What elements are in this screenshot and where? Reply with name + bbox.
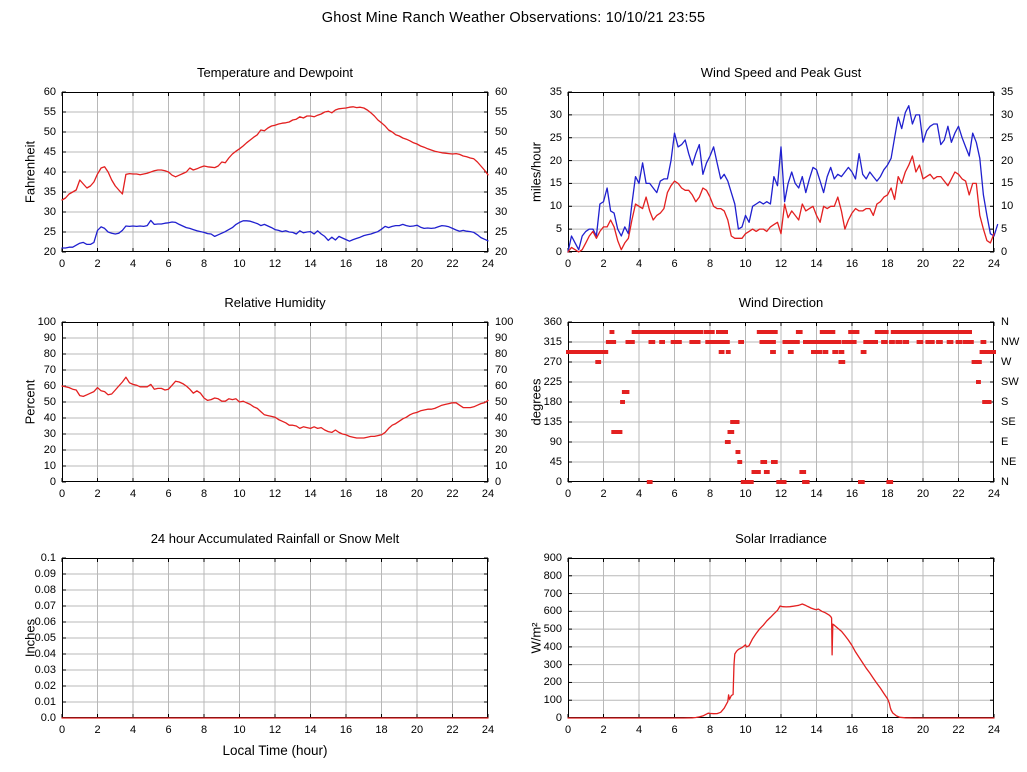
wind-speed-gust-title: Wind Speed and Peak Gust [700, 65, 862, 80]
y-tick-label: 10 [549, 200, 562, 213]
x-tick-label: 20 [410, 724, 424, 736]
y-tick-label: 70 [43, 364, 56, 376]
y-tick-label: 40 [43, 166, 56, 178]
x-tick-label: 14 [304, 724, 317, 736]
y-tick-label-right: 5 [1001, 223, 1008, 236]
y-tick-label-right: 10 [495, 460, 508, 472]
y-tick-label: 25 [549, 131, 562, 144]
y-tick-label: 0.03 [34, 664, 56, 676]
x-tick-label: 4 [129, 488, 137, 500]
x-tick-label: 8 [200, 724, 208, 736]
y-tick-label: 200 [543, 676, 562, 689]
relative-humidity-y-axis-label: Percent [22, 379, 38, 425]
y-tick-label: 900 [543, 552, 562, 564]
y-tick-label: 30 [43, 206, 56, 218]
y-tick-label-right: 45 [495, 146, 508, 158]
y-tick-label: 60 [43, 380, 56, 392]
x-tick-label: 20 [916, 724, 930, 736]
y-tick-label: 0.0 [40, 712, 56, 724]
x-tick-label: 10 [739, 258, 752, 270]
y-tick-label-right: 20 [1001, 154, 1014, 167]
x-tick-label: 0 [58, 724, 66, 736]
x-tick-label: 2 [94, 724, 101, 736]
y-tick-label: 30 [549, 108, 562, 121]
y-tick-label: 90 [549, 436, 562, 448]
y-tick-label-right: 25 [1001, 131, 1014, 144]
y-tick-label: 40 [43, 412, 56, 424]
x-tick-label: 0 [58, 488, 66, 500]
x-tick-label: 12 [774, 258, 788, 270]
x-tick-label: 24 [481, 488, 495, 500]
y-tick-label: 30 [43, 428, 56, 440]
x-tick-label: 14 [304, 258, 317, 270]
y-tick-label: 400 [543, 640, 562, 653]
solar-irradiance-y-axis-label: W/m² [528, 622, 544, 654]
x-tick-label: 18 [375, 258, 388, 270]
y-tick-label: 0 [555, 476, 562, 488]
wind-direction-y-axis-label: degrees [528, 378, 544, 426]
x-tick-label: 24 [481, 724, 495, 736]
y-tick-label: 15 [549, 177, 562, 190]
temperature-dewpoint-y-axis-label: Fahrenheit [22, 140, 38, 204]
x-tick-label: 22 [446, 258, 459, 270]
x-tick-label: 8 [706, 488, 714, 500]
x-tick-label: 18 [375, 724, 388, 736]
relative-humidity-title: Relative Humidity [224, 295, 326, 310]
x-tick-label: 22 [446, 724, 459, 736]
y-tick-label: 50 [43, 126, 56, 138]
y-tick-label: 0.01 [34, 696, 56, 708]
y-tick-label: 180 [543, 396, 562, 408]
y-tick-label: 100 [543, 694, 562, 707]
y-tick-label: 0 [555, 246, 562, 258]
compass-label: S [1001, 396, 1009, 408]
compass-label: W [1001, 356, 1012, 368]
compass-label: N [1001, 316, 1009, 328]
y-tick-label: 0.06 [34, 616, 56, 628]
x-tick-label: 6 [671, 724, 678, 736]
x-tick-label: 24 [987, 724, 1001, 736]
y-tick-label-right: 50 [495, 396, 508, 408]
y-tick-label: 600 [543, 605, 562, 618]
y-tick-label: 5 [555, 223, 562, 236]
y-tick-label-right: 40 [495, 166, 508, 178]
y-tick-label: 45 [549, 456, 562, 468]
page-title: Ghost Mine Ranch Weather Observations: 10/10/21 23:55 [321, 10, 706, 26]
x-tick-label: 24 [987, 488, 1001, 500]
x-tick-label: 16 [845, 488, 859, 500]
x-tick-label: 10 [233, 258, 246, 270]
x-tick-label: 20 [410, 488, 424, 500]
x-tick-label: 14 [304, 488, 317, 500]
x-tick-label: 8 [200, 488, 208, 500]
y-tick-label-right: 90 [495, 332, 508, 344]
y-tick-label-right: 55 [495, 106, 508, 118]
compass-label: NE [1001, 456, 1017, 468]
y-tick-label-right: 80 [495, 348, 508, 360]
y-tick-label: 0 [555, 712, 562, 724]
x-tick-label: 10 [233, 488, 246, 500]
y-tick-label: 500 [543, 623, 562, 636]
y-tick-label: 35 [43, 186, 56, 198]
x-tick-label: 12 [774, 488, 788, 500]
rainfall-title: 24 hour Accumulated Rainfall or Snow Melt [150, 531, 400, 546]
x-tick-label: 16 [339, 724, 353, 736]
x-tick-label: 12 [268, 258, 282, 270]
x-tick-label: 4 [635, 488, 643, 500]
x-tick-label: 22 [952, 724, 965, 736]
solar-irradiance-plot [568, 558, 994, 718]
y-tick-label-right: 35 [495, 186, 508, 198]
x-tick-label: 10 [739, 488, 752, 500]
temperature-dewpoint-title: Temperature and Dewpoint [196, 65, 354, 80]
y-tick-label: 45 [43, 146, 56, 158]
y-tick-label-right: 10 [1001, 200, 1014, 213]
y-tick-label-right: 30 [495, 206, 508, 218]
y-tick-label: 20 [43, 246, 56, 258]
x-tick-label: 20 [916, 488, 930, 500]
x-tick-label: 2 [600, 258, 607, 270]
solar-irradiance-title: Solar Irradiance [735, 531, 827, 546]
x-tick-label: 18 [881, 258, 894, 270]
x-tick-label: 6 [671, 258, 678, 270]
x-tick-label: 6 [165, 724, 172, 736]
rainfall-y-axis-label: Inches [22, 618, 38, 658]
x-tick-label: 6 [671, 488, 678, 500]
x-tick-label: 22 [952, 488, 965, 500]
x-tick-label: 18 [881, 724, 894, 736]
y-tick-label: 80 [43, 348, 56, 360]
y-tick-label: 360 [543, 316, 562, 328]
y-tick-label: 0 [49, 476, 56, 488]
y-tick-label: 0.1 [40, 552, 56, 564]
y-tick-label: 25 [43, 226, 56, 238]
y-tick-label: 0.04 [34, 648, 56, 660]
x-tick-label: 0 [58, 258, 66, 270]
x-tick-label: 2 [94, 488, 101, 500]
x-tick-label: 6 [165, 258, 172, 270]
compass-label: E [1001, 436, 1009, 448]
x-tick-label: 18 [375, 488, 388, 500]
x-tick-label: 8 [706, 258, 714, 270]
wind-speed-gust-y-axis-label: miles/hour [528, 142, 544, 202]
x-tick-label: 22 [952, 258, 965, 270]
y-tick-label-right: 40 [495, 412, 508, 424]
y-tick-label: 0.02 [34, 680, 56, 692]
y-tick-label-right: 25 [495, 226, 508, 238]
compass-label: SE [1001, 416, 1016, 428]
x-tick-label: 4 [635, 258, 643, 270]
y-tick-label-right: 50 [495, 126, 508, 138]
rainfall-x-axis-label: Local Time (hour) [222, 743, 328, 758]
y-tick-label: 225 [543, 376, 562, 388]
x-tick-label: 16 [339, 258, 353, 270]
y-tick-label-right: 0 [495, 476, 502, 488]
x-tick-label: 4 [129, 258, 137, 270]
x-tick-label: 8 [200, 258, 208, 270]
y-tick-label: 20 [549, 154, 562, 167]
x-tick-label: 4 [635, 724, 643, 736]
compass-label: NW [1001, 336, 1020, 348]
x-tick-label: 12 [774, 724, 788, 736]
x-tick-label: 0 [564, 488, 572, 500]
y-tick-label: 35 [549, 86, 562, 98]
y-tick-label: 50 [43, 396, 56, 408]
y-tick-label: 0.07 [34, 600, 56, 612]
x-tick-label: 12 [268, 724, 282, 736]
y-tick-label-right: 30 [495, 428, 508, 440]
y-tick-label: 10 [43, 460, 56, 472]
y-tick-label: 0.09 [34, 568, 56, 580]
y-tick-label: 60 [43, 86, 56, 98]
y-tick-label: 100 [37, 316, 56, 328]
y-tick-label: 55 [43, 106, 56, 118]
y-tick-label-right: 15 [1001, 177, 1014, 190]
y-tick-label-right: 20 [495, 444, 508, 456]
y-tick-label: 800 [543, 569, 562, 582]
x-tick-label: 2 [94, 258, 101, 270]
x-tick-label: 0 [564, 724, 572, 736]
y-tick-label-right: 20 [495, 246, 508, 258]
y-tick-label-right: 0 [1001, 246, 1008, 258]
compass-label: N [1001, 476, 1009, 488]
wind-direction-title: Wind Direction [738, 295, 824, 310]
x-tick-label: 16 [339, 488, 353, 500]
x-tick-label: 14 [810, 724, 823, 736]
y-tick-label-right: 70 [495, 364, 508, 376]
x-tick-label: 14 [810, 488, 823, 500]
y-tick-label: 135 [543, 416, 562, 428]
x-tick-label: 14 [810, 258, 823, 270]
x-tick-label: 8 [706, 724, 714, 736]
x-tick-label: 16 [845, 724, 859, 736]
y-tick-label-right: 35 [1001, 86, 1014, 98]
x-tick-label: 2 [600, 488, 607, 500]
x-tick-label: 24 [481, 258, 495, 270]
y-tick-label: 315 [543, 336, 562, 348]
y-tick-label-right: 30 [1001, 108, 1014, 121]
x-tick-label: 16 [845, 258, 859, 270]
x-tick-label: 2 [600, 724, 607, 736]
x-tick-label: 18 [881, 488, 894, 500]
y-tick-label-right: 60 [495, 86, 508, 98]
x-tick-label: 0 [564, 258, 572, 270]
x-tick-label: 24 [987, 258, 1001, 270]
y-tick-label-right: 100 [495, 316, 514, 328]
x-tick-label: 12 [268, 488, 282, 500]
compass-label: SW [1001, 376, 1019, 388]
x-tick-label: 20 [916, 258, 930, 270]
y-tick-label: 270 [543, 356, 562, 368]
y-tick-label: 20 [43, 444, 56, 456]
y-tick-label: 0.05 [34, 632, 56, 644]
x-tick-label: 20 [410, 258, 424, 270]
y-tick-label: 300 [543, 658, 562, 671]
x-tick-label: 10 [739, 724, 752, 736]
x-tick-label: 4 [129, 724, 137, 736]
x-tick-label: 6 [165, 488, 172, 500]
x-tick-label: 10 [233, 724, 246, 736]
y-tick-label-right: 60 [495, 380, 508, 392]
x-tick-label: 22 [446, 488, 459, 500]
y-tick-label: 90 [43, 332, 56, 344]
y-tick-label: 700 [543, 587, 562, 600]
y-tick-label: 0.08 [34, 584, 56, 596]
